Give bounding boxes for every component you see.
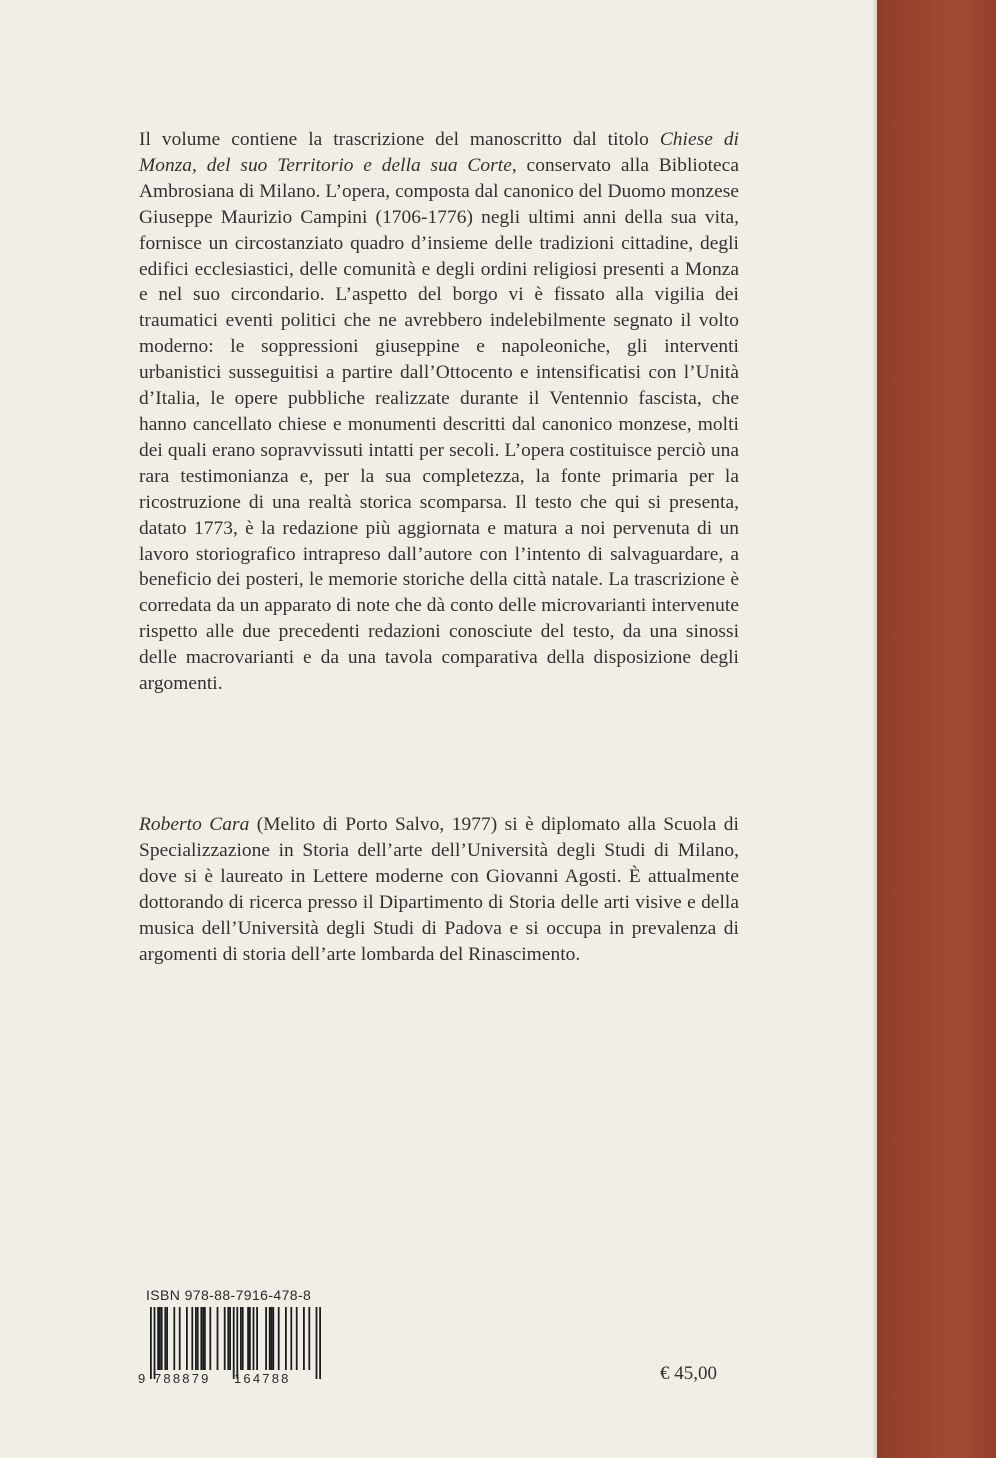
description-intro: Il volume contiene la trascrizione del manoscritto dal titolo: [139, 129, 660, 150]
barcode-bar: [247, 1307, 249, 1370]
barcode-bar: [265, 1307, 267, 1370]
manuscript-title: Chiese di Monza, del suo Territorio e della sua Corte: [139, 129, 739, 176]
barcode-bar: [217, 1307, 219, 1370]
barcode-bar: [157, 1307, 159, 1370]
barcode-bar: [200, 1307, 202, 1370]
barcode-bars: [150, 1307, 321, 1379]
barcode-digits-right: 164788: [234, 1371, 291, 1386]
barcode-bar: [179, 1307, 181, 1370]
price-label: € 45,00: [660, 1363, 717, 1384]
author-name: Roberto Cara: [139, 814, 250, 835]
barcode-bar: [303, 1307, 305, 1370]
barcode-bar: [290, 1307, 292, 1370]
barcode-bar: [242, 1307, 244, 1370]
barcode-bar: [209, 1307, 211, 1370]
barcode-bar: [161, 1307, 163, 1370]
barcode-bar: [269, 1307, 271, 1370]
barcode-bar: [236, 1307, 238, 1379]
barcode-bar: [319, 1307, 321, 1379]
barcode-digit-first: 9: [138, 1371, 146, 1386]
barcode-digits-left: 788879: [154, 1371, 211, 1386]
barcode-bar: [256, 1307, 258, 1370]
barcode-bar: [249, 1307, 251, 1370]
barcode-bar: [164, 1307, 166, 1370]
isbn-label: ISBN 978-88-7916-478-8: [146, 1287, 312, 1303]
barcode-bar: [229, 1307, 231, 1370]
barcode-bar: [150, 1307, 152, 1379]
barcode-bar: [154, 1307, 156, 1379]
barcode-bar: [195, 1307, 197, 1370]
book-description: [139, 127, 739, 697]
description-paragraph: [139, 127, 739, 697]
barcode-bar: [233, 1307, 235, 1379]
barcode-bar: [204, 1307, 206, 1370]
barcode-bar: [253, 1307, 255, 1370]
barcode-bar: [202, 1307, 204, 1370]
barcode-bar: [271, 1307, 273, 1370]
barcode-bar: [173, 1307, 175, 1370]
barcode-bar: [166, 1307, 168, 1370]
barcode-bar: [308, 1307, 310, 1370]
barcode-bar: [316, 1307, 318, 1379]
barcode-bar: [227, 1307, 229, 1370]
barcode-bar: [272, 1307, 274, 1370]
barcode-bar: [159, 1307, 161, 1370]
author-bio-paragraph: [139, 812, 739, 967]
barcode-bar: [191, 1307, 193, 1370]
description-body: , conservato alla Biblioteca Ambrosiana di Milano. L’opera, composta dal canonico del Duomo monzese Giuseppe Maurizio Campini (1706-1776) negli ultimi anni della sua vita, fornisce un circostanziato quadro d’insieme delle tradizioni cittadine, degli edifici ecclesiastici, delle comunità e degli ordini religiosi presenti a Monza e nel suo circondario. L’aspetto del borgo vi è fissato alla vigilia dei traumatici eventi politici che ne avrebbero indelebilmente segnato il volto moderno: le soppressioni giuseppine e napoleoniche, gli interventi urbanistici susseguitisi a partire dall’Ottocento e intensificatisi con l’Unità d’Italia, le opere pubbliche realizzate durante il Ventennio fascista, che hanno cancellato chiese e monumenti descritti dal canonico monzese, molti dei quali erano sopravvissuti intatti per secoli. L’opera costituisce perciò una rara testimonianza e, per la sua completezza, la fonte primaria per la ricostruzione di una realtà storica scomparsa. Il testo che qui si presenta, datato 1773, è la redazione più aggiornata e matura a noi pervenuta di un lavoro storiografico intrapreso dall’autore con l’intento di salvaguardare, a beneficio dei posteri, le memorie storiche della città natale. La trascrizione è corredata da un apparato di note che dà conto delle microvarianti intervenute rispetto alle due precedenti redazioni conosciute del testo, da una sinossi delle macrovarianti e da una tavola comparativa della disposizione degli argomenti.: [139, 154, 739, 695]
barcode-graphic: [138, 1307, 324, 1387]
book-spine: [877, 0, 996, 1458]
isbn-barcode: [138, 1307, 324, 1387]
barcode-bar: [224, 1307, 226, 1370]
barcode-bar: [197, 1307, 199, 1370]
barcode-bar: [240, 1307, 242, 1370]
barcode-bar: [285, 1307, 287, 1370]
author-bio: [139, 812, 739, 967]
barcode-bar: [296, 1307, 298, 1370]
barcode-bar: [278, 1307, 280, 1370]
barcode-bar: [186, 1307, 188, 1370]
author-bio-body: (Melito di Porto Salvo, 1977) si è diplomato alla Scuola di Specializzazione in Storia dell’arte dell’Università degli Studi di Milano, dove si è laureato in Lettere moderne con Giovanni Agosti. È attualmente dottorando di ricerca presso il Dipartimento di Storia delle arti visive e della musica dell’Università degli Studi di Padova e si occupa in prevalenza di argomenti di storia dell’arte lombarda del Rinascimento.: [139, 814, 739, 965]
